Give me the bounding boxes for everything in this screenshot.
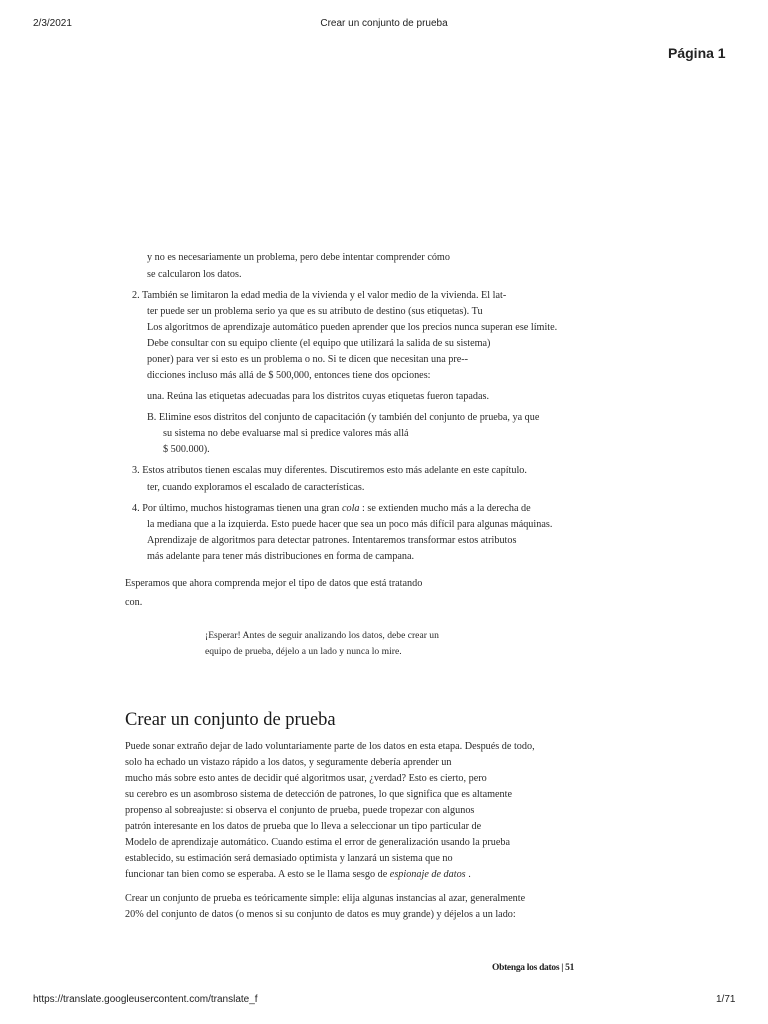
text-line: la mediana que a la izquierda. Esto puede hacer que sea un poco más difícil para algunas máquinas. [147,519,553,530]
text-line: se calcularon los datos. [147,269,242,280]
text-line: dicciones incluso más allá de $ 500,000, entonces tiene dos opciones: [147,370,431,381]
list-item-2: 2. También se limitaron la edad media de la vivienda y el valor medio de la vivienda. El lat- [132,290,507,301]
note-text: equipo de prueba, déjelo a un lado y nunca lo mire. [205,646,402,657]
text-line: 20% del conjunto de datos (o menos si su conjunto de datos es muy grande) y déjelos a un lado: [125,909,516,920]
text-line: y no es necesariamente un problema, pero debe intentar comprender cómo [147,252,450,263]
print-date: 2/3/2021 [33,18,72,29]
text-line: Modelo de aprendizaje automático. Cuando estima el error de generalización usando la prueba [125,837,510,848]
section-heading: Crear un conjunto de prueba [125,710,336,730]
text-line: $ 500.000). [163,444,210,455]
text-line: Esperamos que ahora comprenda mejor el tipo de datos que está tratando [125,578,423,589]
text-line: Los algoritmos de aprendizaje automático pueden aprender que los precios nunca superan ese límite. [147,322,558,333]
text-line: patrón interesante en los datos de prueba que lo lleva a seleccionar un tipo particular de [125,821,482,832]
text-line: Puede sonar extraño dejar de lado voluntariamente parte de los datos en esta etapa. Después de todo, [125,741,535,752]
text-line: establecido, su estimación será demasiado optimista y lanzará un sistema que no [125,853,453,864]
book-page-footer: Obtenga los datos | 51 [492,963,575,973]
option-a: una. Reúna las etiquetas adecuadas para los distritos cuyas etiquetas fueron tapadas. [147,391,490,402]
list-item-3: 3. Estos atributos tienen escalas muy diferentes. Discutiremos esto más adelante en este capítulo. [132,465,527,476]
option-b: B. Elimine esos distritos del conjunto de capacitación (y también del conjunto de prueba, ya que [147,412,540,423]
text-line: su sistema no debe evaluarse mal si predice valores más allá [163,428,409,439]
text-line: ter, cuando exploramos el escalado de características. [147,482,365,493]
text-line: Crear un conjunto de prueba es teóricamente simple: elija algunas instancias al azar, generalmente [125,893,526,904]
page-label: Página 1 [668,45,726,61]
text-line: funcionar tan bien como se esperaba. A esto se le llama sesgo de espionaje de datos . [125,869,471,880]
text-line: Aprendizaje de algoritmos para detectar patrones. Intentaremos transformar estos atributos [147,535,517,546]
text-line: Debe consultar con su equipo cliente (el equipo que utilizará la salida de su sistema) [147,338,491,349]
text-line: ter puede ser un problema serio ya que es su atributo de destino (sus etiquetas). Tu [147,306,483,317]
text-line: propenso al sobreajuste: si observa el conjunto de prueba, puede tropezar con algunos [125,805,475,816]
list-item-4: 4. Por último, muchos histogramas tienen una gran cola : se extienden mucho más a la derecha de [132,503,531,514]
text-line: con. [125,597,143,608]
print-url[interactable]: https://translate.googleusercontent.com/translate_f [33,994,258,1005]
text-line: poner) para ver si esto es un problema o no. Si te dicen que necesitan una pre-- [147,354,469,365]
print-page-count: 1/71 [716,994,736,1005]
text-line: más adelante para tener más distribuciones en forma de campana. [147,551,415,562]
note-text: ¡Esperar! Antes de seguir analizando los datos, debe crear un [205,630,439,641]
print-title: Crear un conjunto de prueba [320,18,448,29]
text-line: su cerebro es un asombroso sistema de detección de patrones, lo que significa que es altamente [125,789,512,800]
text-line: mucho más sobre esto antes de decidir qué algoritmos usar, ¿verdad? Esto es cierto, pero [125,773,487,784]
text-line: solo ha echado un vistazo rápido a los datos, y seguramente debería aprender un [125,757,452,768]
